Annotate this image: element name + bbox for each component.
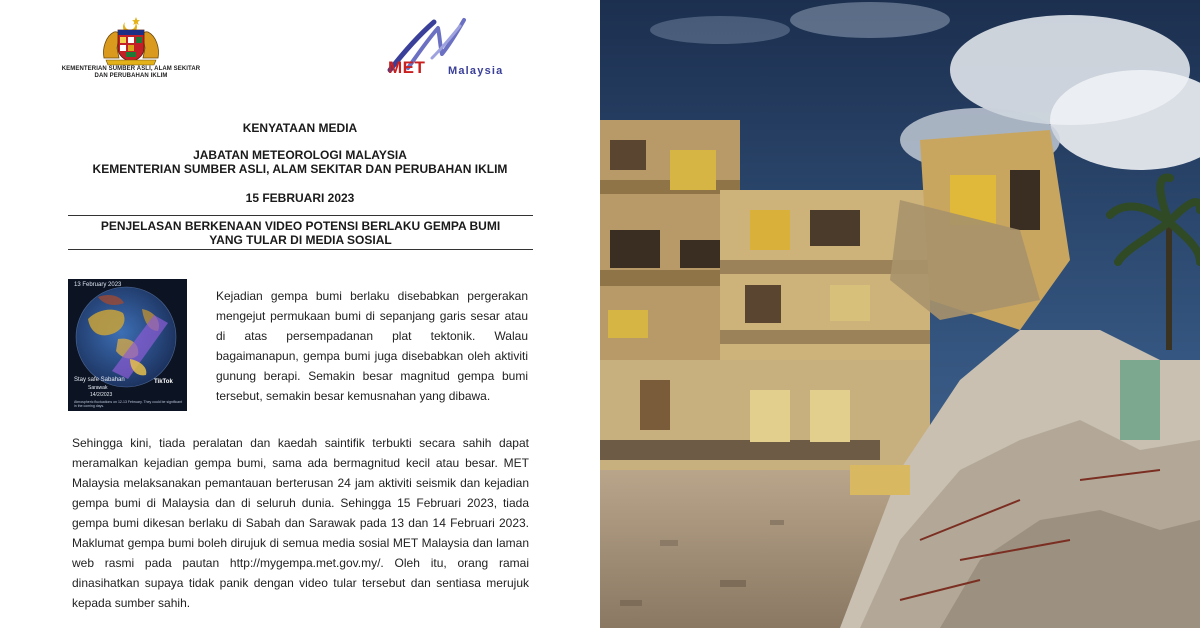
thumbnail-caption-2: Sarawak bbox=[88, 385, 108, 391]
malaysia-coat-of-arms-icon bbox=[98, 14, 164, 66]
subject-rule-bottom bbox=[68, 249, 533, 250]
viral-video-thumbnail bbox=[68, 279, 187, 411]
heading-kementerian: KEMENTERIAN SUMBER ASLI, ALAM SEKITAR DAN PERUBAHAN IKLIM bbox=[92, 162, 508, 176]
subject-line-2: YANG TULAR DI MEDIA SOSIAL bbox=[209, 233, 392, 247]
subject-rule-top bbox=[68, 215, 533, 216]
collapsed-building-photo bbox=[600, 0, 1200, 628]
ministry-caption bbox=[58, 66, 204, 80]
ministry-caption-line1: KEMENTERIAN SUMBER ASLI, ALAM SEKITAR bbox=[61, 66, 201, 72]
met-logo-country: Malaysia bbox=[448, 65, 504, 77]
thumbnail-date: 13 February 2023 bbox=[74, 282, 122, 288]
paragraph-1: Kejadian gempa bumi berlaku disebabkan pergerakan mengejut permukaan bumi di sepanjang garis sesar atau di atas persempadanan plat tektonik. Walau bagaimanapun, gempa bumi juga disebabkan oleh aktiviti gunung berapi. Semakin besar magnitud gempa bumi tersebut, semakin besar kemusnahan yang dibawa. bbox=[216, 289, 528, 403]
heading-kenyataan-media: KENYATAAN MEDIA bbox=[242, 121, 358, 135]
earthquake-rubble-image bbox=[600, 0, 1200, 628]
met-logo-word: MET bbox=[388, 58, 426, 77]
thumbnail-caption-3: 14/2/2023 bbox=[90, 392, 113, 398]
globe-map-graphic bbox=[68, 279, 187, 411]
ministry-caption-line2: DAN PERUBAHAN IKLIM bbox=[94, 73, 168, 79]
thumbnail-caption-1: Stay safe Sabahan bbox=[74, 377, 125, 383]
paragraph-2: Sehingga kini, tiada peralatan dan kaedah saintifik terbukti secara sahih dapat meramalkan kejadian gempa bumi, sama ada bermagnitud kecil atau besar. MET Malaysia melaksanakan pemantauan berterusan 24 jam aktiviti seismik dan kejadian gempa bumi di Malaysia dan di seluruh dunia. Sehingga 15 Februari 2023, tiada gempa bumi dikesan berlaku di Sabah dan Sarawak pada 13 dan 14 Februari 2023. Maklumat gempa bumi boleh dirujuk di semua media sosial MET Malaysia dan laman web rasmi pada pautan http://mygempa.met.gov.my/. Oleh itu, orang ramai dinasihatkan supaya tidak panik dengan video tular tersebut dan sentiasa merujuk kepada sumber sahih. bbox=[72, 436, 529, 610]
thumbnail-note: Atmospheric fluctuations on 12-13 February. They could be significant in the coming days. bbox=[74, 400, 183, 408]
tiktok-watermark: TikTok bbox=[154, 379, 173, 385]
heading-jabatan: JABATAN METEOROLOGI MALAYSIA bbox=[193, 148, 407, 162]
document-date: 15 FEBRUARI 2023 bbox=[245, 191, 355, 205]
subject-line-1: PENJELASAN BERKENAAN VIDEO POTENSI BERLAKU GEMPA BUMI bbox=[100, 219, 501, 233]
